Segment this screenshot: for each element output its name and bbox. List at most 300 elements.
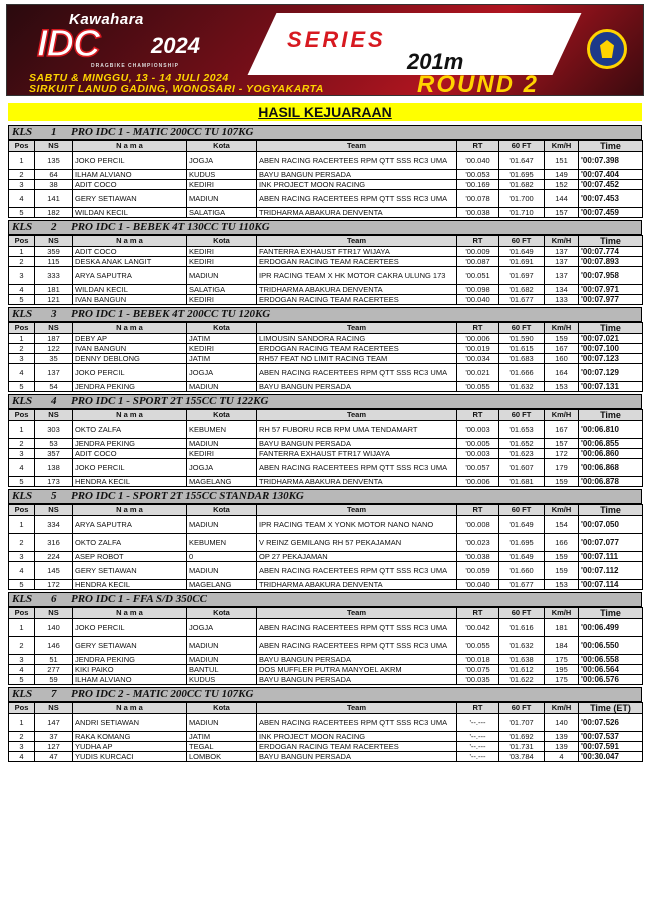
logo-text: IDC <box>37 23 100 65</box>
cell-kmh: 159 <box>545 552 579 562</box>
class-number: 6 <box>51 593 57 605</box>
cell-rt: '--.--- <box>457 752 499 762</box>
column-header: RT <box>457 703 499 714</box>
cell-rt: '--.--- <box>457 714 499 732</box>
cell-nama: RAKA KOMANG <box>73 732 187 742</box>
cell-ns: 173 <box>35 477 73 487</box>
cell-kmh: 179 <box>545 459 579 477</box>
cell-team: TRIDHARMA ABAKURA DENVENTA <box>257 580 457 590</box>
cell-kota: JOGJA <box>187 152 257 170</box>
cell-rt: '00.038 <box>457 552 499 562</box>
table-row <box>9 247 643 257</box>
cell-rt: '00.055 <box>457 637 499 655</box>
brand-text: Kawahara <box>69 11 144 28</box>
column-header: Team <box>257 141 457 152</box>
class-number: 5 <box>51 490 57 502</box>
race-class <box>8 220 642 305</box>
cell-ft: '01.695 <box>499 170 545 180</box>
cell-ft: '01.700 <box>499 190 545 208</box>
cell-rt: '00.006 <box>457 334 499 344</box>
cell-kmh: 134 <box>545 285 579 295</box>
cell-ft: '01.677 <box>499 580 545 590</box>
table-row <box>9 285 643 295</box>
cell-kota: MADIUN <box>187 714 257 732</box>
cell-nama: ILHAM ALVIANO <box>73 675 187 685</box>
cell-ns: 224 <box>35 552 73 562</box>
cell-pos: 4 <box>9 665 35 675</box>
cell-ft: '01.653 <box>499 421 545 439</box>
cell-ns: 51 <box>35 655 73 665</box>
cell-time: '00:07.526 <box>579 714 643 732</box>
cell-kmh: 157 <box>545 439 579 449</box>
cell-rt: '00.035 <box>457 675 499 685</box>
cell-rt: '00.005 <box>457 439 499 449</box>
cell-kmh: 144 <box>545 190 579 208</box>
cell-ns: 54 <box>35 382 73 392</box>
table-row <box>9 534 643 552</box>
cell-ft: '01.731 <box>499 742 545 752</box>
cell-time: '00:07.077 <box>579 534 643 552</box>
cell-nama: ARYA SAPUTRA <box>73 267 187 285</box>
cell-pos: 5 <box>9 382 35 392</box>
cell-pos: 5 <box>9 580 35 590</box>
table-row <box>9 459 643 477</box>
cell-nama: ASEP ROBOT <box>73 552 187 562</box>
cell-ft: '01.615 <box>499 344 545 354</box>
column-header: Kota <box>187 323 257 334</box>
cell-time: '00:07.131 <box>579 382 643 392</box>
table-header-row <box>9 141 643 152</box>
cell-nama: ADIT COCO <box>73 247 187 257</box>
cell-ns: 357 <box>35 449 73 459</box>
cell-team: DOS MUFFLER PUTRA MANYOEL AKRM <box>257 665 457 675</box>
column-header: NS <box>35 505 73 516</box>
cell-kmh: 137 <box>545 257 579 267</box>
class-kls-label: KLS <box>12 593 33 605</box>
column-header: Kota <box>187 703 257 714</box>
cell-kota: JOGJA <box>187 364 257 382</box>
class-kls-label: KLS <box>12 308 33 320</box>
cell-ns: 37 <box>35 732 73 742</box>
cell-team: V REINZ GEMILANG RH 57 PEKAJAMAN <box>257 534 457 552</box>
cell-nama: GERY SETIAWAN <box>73 190 187 208</box>
cell-team: INK PROJECT MOON RACING <box>257 180 457 190</box>
table-row <box>9 334 643 344</box>
cell-ft: '01.652 <box>499 439 545 449</box>
cell-kota: MAGELANG <box>187 477 257 487</box>
cell-time: '00:07.404 <box>579 170 643 180</box>
cell-nama: DENNY DEBLONG <box>73 354 187 364</box>
cell-rt: '00.006 <box>457 477 499 487</box>
cell-time: '00:06.810 <box>579 421 643 439</box>
cell-kota: KUDUS <box>187 675 257 685</box>
cell-ns: 59 <box>35 675 73 685</box>
table-row <box>9 208 643 218</box>
table-row <box>9 354 643 364</box>
cell-ns: 359 <box>35 247 73 257</box>
race-class <box>8 394 642 487</box>
cell-rt: '00.038 <box>457 208 499 218</box>
class-header <box>8 220 642 235</box>
cell-ft: '01.632 <box>499 382 545 392</box>
cell-nama: KIKI PAIKO <box>73 665 187 675</box>
class-name: PRO IDC 1 - MATIC 200CC TU 107KG <box>71 126 254 138</box>
cell-kmh: 159 <box>545 477 579 487</box>
cell-time: '00:07.114 <box>579 580 643 590</box>
class-header <box>8 592 642 607</box>
cell-time: '00:07.971 <box>579 285 643 295</box>
cell-ns: 316 <box>35 534 73 552</box>
cell-ns: 181 <box>35 285 73 295</box>
cell-rt: '00.055 <box>457 382 499 392</box>
class-name: PRO IDC 1 - BEBEK 4T 200CC TU 120KG <box>71 308 271 320</box>
cell-pos: 2 <box>9 257 35 267</box>
cell-kmh: 181 <box>545 619 579 637</box>
cell-team: ABEN RACING RACERTEES RPM QTT SSS RC3 UMA <box>257 459 457 477</box>
results-table <box>8 140 643 218</box>
cell-team: ERDOGAN RACING TEAM RACERTEES <box>257 344 457 354</box>
cell-nama: ARYA SAPUTRA <box>73 516 187 534</box>
column-header: Team <box>257 505 457 516</box>
table-row <box>9 552 643 562</box>
cell-kmh: 184 <box>545 637 579 655</box>
cell-rt: '00.051 <box>457 267 499 285</box>
column-header: Km/H <box>545 141 579 152</box>
table-header-row <box>9 505 643 516</box>
column-header: NS <box>35 236 73 247</box>
cell-kota: JOGJA <box>187 459 257 477</box>
table-row <box>9 732 643 742</box>
cell-ft: '01.683 <box>499 354 545 364</box>
cell-pos: 4 <box>9 752 35 762</box>
cell-time: '00:06.868 <box>579 459 643 477</box>
race-class <box>8 592 642 685</box>
table-header-row <box>9 323 643 334</box>
cell-kota: KEBUMEN <box>187 534 257 552</box>
cell-ns: 115 <box>35 257 73 267</box>
cell-ft: '01.697 <box>499 267 545 285</box>
cell-pos: 2 <box>9 732 35 742</box>
cell-kmh: 140 <box>545 714 579 732</box>
cell-time: '00:07.050 <box>579 516 643 534</box>
class-name: PRO IDC 1 - SPORT 2T 155CC STANDAR 130KG <box>71 490 304 502</box>
column-header: 60 FT <box>499 236 545 247</box>
results-table <box>8 322 643 392</box>
cell-nama: YUDIS KURCACI <box>73 752 187 762</box>
cell-kmh: 166 <box>545 534 579 552</box>
table-row <box>9 580 643 590</box>
cell-ft: '01.681 <box>499 477 545 487</box>
cell-time: '00:06.878 <box>579 477 643 487</box>
class-kls-label: KLS <box>12 126 33 138</box>
column-header: RT <box>457 141 499 152</box>
cell-pos: 3 <box>9 449 35 459</box>
column-header: N a m a <box>73 141 187 152</box>
table-header-row <box>9 703 643 714</box>
table-row <box>9 714 643 732</box>
column-header: Pos <box>9 410 35 421</box>
cell-rt: '00.021 <box>457 364 499 382</box>
cell-team: INK PROJECT MOON RACING <box>257 732 457 742</box>
cell-ns: 122 <box>35 344 73 354</box>
cell-nama: HENDRA KECIL <box>73 477 187 487</box>
cell-pos: 1 <box>9 247 35 257</box>
cell-kota: MADIUN <box>187 562 257 580</box>
column-header: 60 FT <box>499 323 545 334</box>
column-header: Time <box>579 410 643 421</box>
table-row <box>9 257 643 267</box>
cell-kmh: 153 <box>545 580 579 590</box>
results-table <box>8 409 643 487</box>
cell-kota: SALATIGA <box>187 285 257 295</box>
table-row <box>9 562 643 580</box>
race-class <box>8 489 642 590</box>
cell-team: TRIDHARMA ABAKURA DENVENTA <box>257 208 457 218</box>
cell-ft: '01.710 <box>499 208 545 218</box>
cell-nama: DESKA ANAK LANGIT <box>73 257 187 267</box>
cell-kmh: 137 <box>545 247 579 257</box>
cell-ns: 333 <box>35 267 73 285</box>
class-number: 1 <box>51 126 57 138</box>
cell-kmh: 167 <box>545 421 579 439</box>
table-row <box>9 364 643 382</box>
column-header: Pos <box>9 323 35 334</box>
cell-kota: KEDIRI <box>187 344 257 354</box>
cell-rt: '--.--- <box>457 742 499 752</box>
cell-kota: MADIUN <box>187 637 257 655</box>
column-header: Pos <box>9 608 35 619</box>
cell-ft: '01.695 <box>499 534 545 552</box>
cell-ft: '01.682 <box>499 285 545 295</box>
cell-time: '00:06.564 <box>579 665 643 675</box>
table-row <box>9 152 643 170</box>
column-header: Team <box>257 608 457 619</box>
column-header: Km/H <box>545 236 579 247</box>
column-header: Time <box>579 608 643 619</box>
table-row <box>9 449 643 459</box>
cell-team: BAYU BANGUN PERSADA <box>257 655 457 665</box>
cell-nama: ANDRI SETIAWAN <box>73 714 187 732</box>
cell-nama: IVAN BANGUN <box>73 295 187 305</box>
race-class <box>8 125 642 218</box>
cell-pos: 2 <box>9 534 35 552</box>
cell-rt: '00.003 <box>457 421 499 439</box>
cell-rt: '00.040 <box>457 580 499 590</box>
idc-logo <box>33 11 233 73</box>
cell-kmh: 139 <box>545 742 579 752</box>
class-number: 2 <box>51 221 57 233</box>
cell-rt: '00.098 <box>457 285 499 295</box>
cell-ns: 141 <box>35 190 73 208</box>
cell-team: ABEN RACING RACERTEES RPM QTT SSS RC3 UMA <box>257 637 457 655</box>
cell-kota: JATIM <box>187 732 257 742</box>
cell-nama: JOKO PERCIL <box>73 459 187 477</box>
class-header <box>8 394 642 409</box>
emblem-icon <box>587 29 627 69</box>
cell-kota: KEDIRI <box>187 247 257 257</box>
column-header: Kota <box>187 608 257 619</box>
cell-kmh: 164 <box>545 364 579 382</box>
cell-team: ABEN RACING RACERTEES RPM QTT SSS RC3 UMA <box>257 619 457 637</box>
cell-pos: 4 <box>9 190 35 208</box>
cell-nama: WILDAN KECIL <box>73 285 187 295</box>
cell-kmh: 175 <box>545 655 579 665</box>
cell-time: '00:07.459 <box>579 208 643 218</box>
cell-nama: JOKO PERCIL <box>73 619 187 637</box>
cell-ft: '01.666 <box>499 364 545 382</box>
cell-rt: '00.034 <box>457 354 499 364</box>
cell-kmh: 133 <box>545 295 579 305</box>
event-date-venue <box>29 73 324 95</box>
cell-pos: 5 <box>9 295 35 305</box>
cell-nama: OKTO ZALFA <box>73 421 187 439</box>
results-table <box>8 702 643 762</box>
cell-kmh: 167 <box>545 344 579 354</box>
cell-rt: '00.023 <box>457 534 499 552</box>
cell-team: ABEN RACING RACERTEES RPM QTT SSS RC3 UMA <box>257 152 457 170</box>
cell-kota: 0 <box>187 552 257 562</box>
cell-team: BAYU BANGUN PERSADA <box>257 752 457 762</box>
cell-kota: SALATIGA <box>187 208 257 218</box>
cell-team: FANTERRA EXHAUST FTR17 WIJAYA <box>257 247 457 257</box>
table-row <box>9 180 643 190</box>
column-header: 60 FT <box>499 608 545 619</box>
class-name: PRO IDC 1 - SPORT 2T 155CC TU 122KG <box>71 395 269 407</box>
cell-ns: 64 <box>35 170 73 180</box>
cell-pos: 4 <box>9 562 35 580</box>
cell-rt: '00.169 <box>457 180 499 190</box>
cell-ns: 187 <box>35 334 73 344</box>
column-header: Team <box>257 236 457 247</box>
table-row <box>9 295 643 305</box>
cell-time: '00:06.558 <box>579 655 643 665</box>
cell-nama: OKTO ZALFA <box>73 534 187 552</box>
column-header: Km/H <box>545 505 579 516</box>
cell-ft: '01.622 <box>499 675 545 685</box>
cell-ns: 146 <box>35 637 73 655</box>
cell-kota: JATIM <box>187 334 257 344</box>
cell-team: BAYU BANGUN PERSADA <box>257 382 457 392</box>
cell-team: ABEN RACING RACERTEES RPM QTT SSS RC3 UMA <box>257 714 457 732</box>
cell-kmh: 152 <box>545 180 579 190</box>
cell-ft: '01.649 <box>499 552 545 562</box>
cell-time: '00:07.893 <box>579 257 643 267</box>
cell-ns: 140 <box>35 619 73 637</box>
column-header: Pos <box>9 505 35 516</box>
series-text: SERIES <box>287 27 386 52</box>
event-date: SABTU & MINGGU, 13 - 14 JULI 2024 <box>29 72 229 84</box>
cell-ft: '01.590 <box>499 334 545 344</box>
cell-nama: JENDRA PEKING <box>73 655 187 665</box>
championship-text: DRAGBIKE CHAMPIONSHIP <box>91 63 179 69</box>
cell-ns: 303 <box>35 421 73 439</box>
column-header: Km/H <box>545 703 579 714</box>
class-name: PRO IDC 1 - FFA S/D 350CC <box>71 593 207 605</box>
cell-time: '00:07.129 <box>579 364 643 382</box>
cell-ft: '01.616 <box>499 619 545 637</box>
table-row <box>9 267 643 285</box>
cell-kota: LOMBOK <box>187 752 257 762</box>
cell-nama: JOKO PERCIL <box>73 364 187 382</box>
cell-ns: 145 <box>35 562 73 580</box>
column-header: N a m a <box>73 505 187 516</box>
column-header: Kota <box>187 410 257 421</box>
cell-time: '00:06.855 <box>579 439 643 449</box>
results-list <box>8 125 642 764</box>
cell-team: OP 27 PEKAJAMAN <box>257 552 457 562</box>
cell-time: '00:07.111 <box>579 552 643 562</box>
cell-nama: GERY SETIAWAN <box>73 637 187 655</box>
cell-kota: KEBUMEN <box>187 421 257 439</box>
cell-time: '00:06.576 <box>579 675 643 685</box>
cell-kmh: 195 <box>545 665 579 675</box>
race-class <box>8 687 642 762</box>
cell-kota: MAGELANG <box>187 580 257 590</box>
cell-time: '00:07.958 <box>579 267 643 285</box>
cell-team: BAYU BANGUN PERSADA <box>257 439 457 449</box>
cell-nama: JOKO PERCIL <box>73 152 187 170</box>
column-header: RT <box>457 505 499 516</box>
column-header: Kota <box>187 141 257 152</box>
cell-team: ERDOGAN RACING TEAM RACERTEES <box>257 295 457 305</box>
cell-rt: '00.042 <box>457 619 499 637</box>
column-header: Pos <box>9 141 35 152</box>
cell-team: ERDOGAN RACING TEAM RACERTEES <box>257 257 457 267</box>
table-row <box>9 477 643 487</box>
results-table <box>8 504 643 590</box>
cell-rt: '00.057 <box>457 459 499 477</box>
cell-rt: '00.053 <box>457 170 499 180</box>
table-row <box>9 675 643 685</box>
cell-kota: MADIUN <box>187 655 257 665</box>
table-row <box>9 382 643 392</box>
race-class <box>8 307 642 392</box>
cell-pos: 1 <box>9 152 35 170</box>
cell-time: '00:07.112 <box>579 562 643 580</box>
cell-pos: 1 <box>9 714 35 732</box>
table-row <box>9 190 643 208</box>
cell-kota: JATIM <box>187 354 257 364</box>
cell-time: '00:30.047 <box>579 752 643 762</box>
cell-team: RH 57 FUBORU RCB RPM UMA TENDAMART <box>257 421 457 439</box>
cell-rt: '--.--- <box>457 732 499 742</box>
table-row <box>9 752 643 762</box>
page-title: HASIL KEJUARAAN <box>8 103 642 121</box>
cell-ns: 182 <box>35 208 73 218</box>
column-header: Kota <box>187 236 257 247</box>
cell-ft: '01.691 <box>499 257 545 267</box>
cell-nama: ILHAM ALVIANO <box>73 170 187 180</box>
cell-time: '00:07.021 <box>579 334 643 344</box>
cell-team: ABEN RACING RACERTEES RPM QTT SSS RC3 UMA <box>257 364 457 382</box>
cell-kmh: 157 <box>545 208 579 218</box>
cell-pos: 2 <box>9 439 35 449</box>
cell-pos: 4 <box>9 364 35 382</box>
cell-pos: 3 <box>9 552 35 562</box>
column-header: Time <box>579 505 643 516</box>
cell-ns: 47 <box>35 752 73 762</box>
cell-rt: '00.040 <box>457 152 499 170</box>
table-row <box>9 655 643 665</box>
column-header: Team <box>257 703 457 714</box>
cell-time: '00:06.550 <box>579 637 643 655</box>
cell-pos: 1 <box>9 334 35 344</box>
table-header-row <box>9 608 643 619</box>
column-header: 60 FT <box>499 410 545 421</box>
cell-time: '00:07.453 <box>579 190 643 208</box>
table-row <box>9 421 643 439</box>
cell-team: ABEN RACING RACERTEES RPM QTT SSS RC3 UMA <box>257 190 457 208</box>
